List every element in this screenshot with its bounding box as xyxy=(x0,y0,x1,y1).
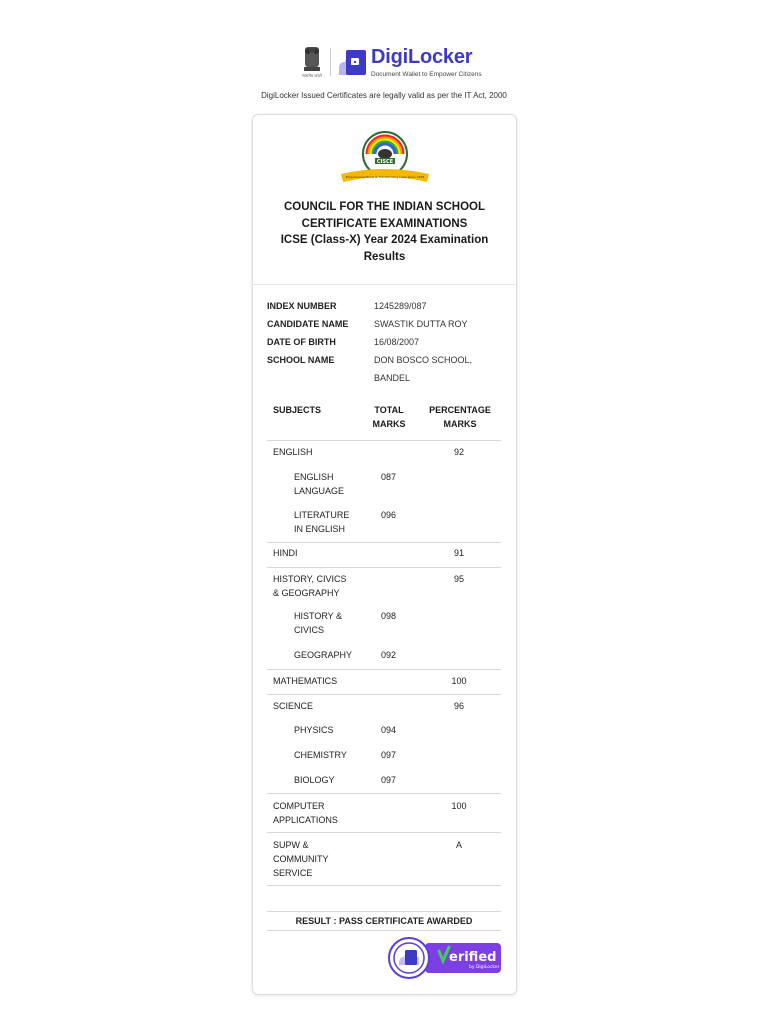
legal-note: DigiLocker Issued Certificates are legally valid as per the IT Act, 2000 xyxy=(261,91,507,100)
component-marks: 092 xyxy=(381,650,397,660)
subject-name: HINDI xyxy=(273,548,298,558)
subject-name: COMPUTER APPLICATIONS xyxy=(273,801,338,825)
title-line: ICSE (Class-X) Year 2024 Examination xyxy=(280,234,489,246)
national-emblem-icon xyxy=(299,45,325,79)
subject-percentage: 91 xyxy=(453,548,464,558)
component-name: HISTORY & CIVICS xyxy=(294,611,343,635)
row-divider xyxy=(267,793,501,794)
info-value: 16/08/2007 xyxy=(374,337,420,347)
row-divider xyxy=(267,669,501,670)
component-marks: 097 xyxy=(381,750,397,760)
title-line: Results xyxy=(363,250,406,263)
header-divider xyxy=(330,48,331,76)
component-marks: 087 xyxy=(381,472,397,482)
title-line: COUNCIL FOR THE INDIAN SCHOOL xyxy=(283,201,486,213)
subject-percentage: 96 xyxy=(453,701,464,711)
row-divider xyxy=(267,567,501,568)
component-marks: 096 xyxy=(381,510,397,520)
verified-badge-icon xyxy=(387,937,503,979)
info-value: 1245289/087 xyxy=(374,301,427,311)
row-divider xyxy=(267,694,501,695)
info-value: DON BOSCO SCHOOL, BANDEL xyxy=(374,355,473,383)
subject-name: HISTORY, CIVICS & GEOGRAPHY xyxy=(273,574,347,598)
info-label: SCHOOL NAME xyxy=(267,355,335,365)
row-divider xyxy=(267,930,501,931)
info-value: SWASTIK DUTTA ROY xyxy=(374,319,468,329)
certificate-card xyxy=(252,114,517,995)
logo-acronym: CISCE xyxy=(376,159,394,165)
cisce-logo-icon xyxy=(337,128,433,188)
logo-banner: Empowering Minds & Transforming Lives since 1958 xyxy=(345,175,425,179)
component-marks: 094 xyxy=(381,725,397,735)
subject-name: MATHEMATICS xyxy=(273,676,338,686)
row-divider xyxy=(267,832,501,833)
app-header xyxy=(0,42,768,82)
digilocker-logo-icon xyxy=(337,48,368,77)
info-label: DATE OF BIRTH xyxy=(267,337,336,347)
row-divider xyxy=(267,911,501,912)
header-percentage-marks: PERCENTAGE MARKS xyxy=(429,405,491,429)
header-subjects: SUBJECTS xyxy=(273,405,322,415)
header-total-marks: TOTAL MARKS xyxy=(372,405,406,429)
component-name: GEOGRAPHY xyxy=(294,650,353,660)
divider xyxy=(253,284,516,285)
component-name: BIOLOGY xyxy=(294,775,335,785)
info-label: INDEX NUMBER xyxy=(267,301,337,311)
component-name: LITERATURE IN ENGLISH xyxy=(294,510,350,534)
subject-percentage: 95 xyxy=(453,574,464,584)
subject-percentage: 100 xyxy=(451,676,467,686)
row-divider xyxy=(267,542,501,543)
component-marks: 098 xyxy=(381,611,397,621)
brand-name: DigiLocker xyxy=(371,46,473,68)
component-name: ENGLISH LANGUAGE xyxy=(294,472,345,496)
component-marks: 097 xyxy=(381,775,397,785)
brand-tagline: Document Wallet to Empower Citizens xyxy=(371,71,482,78)
subject-percentage: A xyxy=(455,840,462,850)
title-line: CERTIFICATE EXAMINATIONS xyxy=(301,217,468,230)
subject-percentage: 92 xyxy=(453,447,464,457)
emblem-caption: सत्यमेव जयते xyxy=(302,73,322,78)
subject-name: SCIENCE xyxy=(273,701,314,711)
subject-name: ENGLISH xyxy=(273,447,313,457)
subject-name: SUPW & COMMUNITY SERVICE xyxy=(273,840,329,878)
component-name: CHEMISTRY xyxy=(294,750,347,760)
row-divider xyxy=(267,885,501,886)
row-divider xyxy=(267,440,501,441)
certificate-title xyxy=(253,199,516,265)
component-name: PHYSICS xyxy=(294,725,334,735)
badge-text: erified xyxy=(449,950,497,965)
result-text: RESULT : PASS CERTIFICATE AWARDED xyxy=(295,916,473,926)
subject-percentage: 100 xyxy=(451,801,467,811)
info-label: CANDIDATE NAME xyxy=(267,319,349,329)
badge-subtext: by DigiLocker xyxy=(469,965,500,970)
